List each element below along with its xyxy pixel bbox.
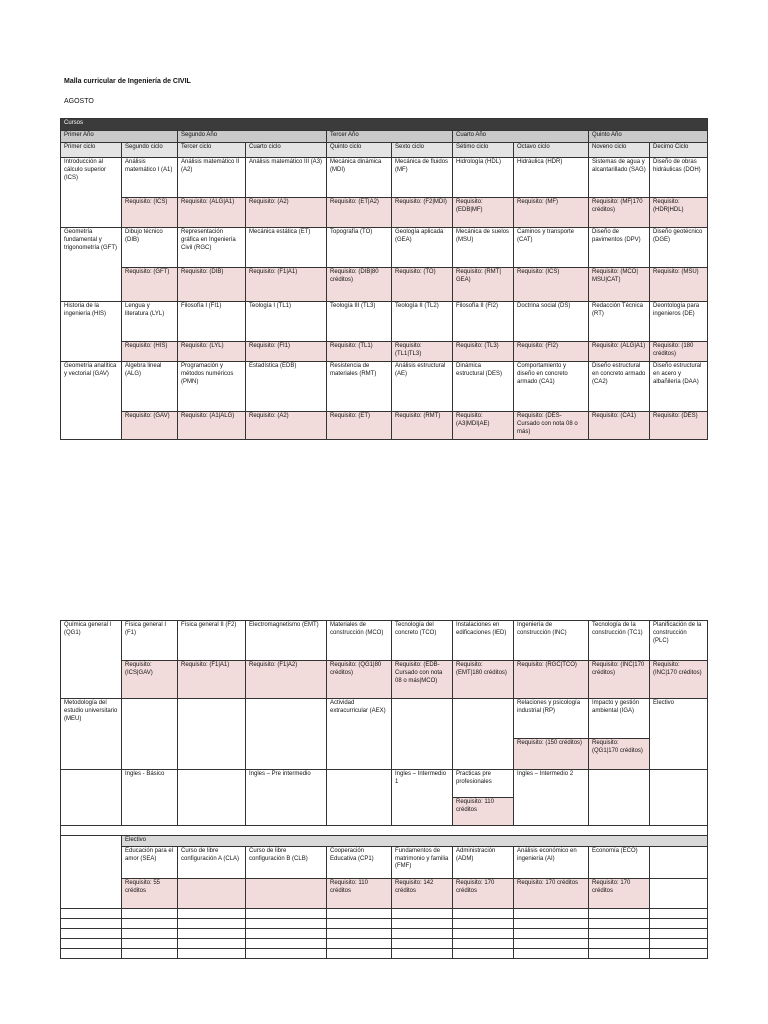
requirement-cell: Requisito: (180 créditos) <box>650 342 708 362</box>
cycle-header: Cuarto ciclo <box>246 143 327 158</box>
course-cell: Geometría fundamental y trigonometría (GFT) <box>61 228 122 302</box>
course-cell: Planificación de la construcción (PLC) <box>650 621 708 661</box>
cycle-header: Sexto ciclo <box>392 143 453 158</box>
cycle-header: Octavo ciclo <box>514 143 589 158</box>
course-cell: Química general I (QG1) <box>61 621 122 699</box>
empty-cell <box>589 770 650 826</box>
cycle-header: Sétimo ciclo <box>453 143 514 158</box>
requirement-cell: Requisito: (INC|170 créditos) <box>650 661 708 699</box>
course-cell: Ingles – Pre intermedio <box>246 770 327 826</box>
course-cell: Análisis matemático II (A2) <box>178 158 246 198</box>
course-cell: Ingles – Intermedio 2 <box>514 770 589 826</box>
requirement-cell: Requisito: (TL3) <box>453 342 514 362</box>
course-cell: Sistemas de agua y alcantarillado (SAG) <box>589 158 650 198</box>
year-header: Primer Año <box>61 131 178 143</box>
requirement-cell: Requisito: (EDB|MF) <box>453 198 514 228</box>
requirement-cell: Requisito: (DIB) <box>178 268 246 302</box>
requirement-cell: Requisito: (QG1|170 créditos) <box>589 739 650 770</box>
requirement-cell <box>178 878 246 908</box>
requirement-cell: Requisito: (F1|A1) <box>246 268 327 302</box>
cycle-header: Tercer ciclo <box>178 143 246 158</box>
course-cell: Filosofía I (FI1) <box>178 302 246 342</box>
course-cell: Mecánica de fluidos (MF) <box>392 158 453 198</box>
course-cell: Relaciones y psicología industrial (RP) <box>514 699 589 739</box>
requirement-cell: Requisito: (F2|MDI) <box>392 198 453 228</box>
course-cell: Análisis matemático III (A3) <box>246 158 327 198</box>
course-cell: Física general I (F1) <box>122 621 178 661</box>
empty-cell <box>178 699 246 770</box>
course-cell: Topografía (TO) <box>327 228 392 268</box>
course-cell: Instalaciones en edificaciones (IED) <box>453 621 514 661</box>
empty-cell <box>392 699 453 770</box>
course-cell: Tecnología del concreto (TCO) <box>392 621 453 661</box>
requirement-cell: Requisito: (DES- Cursado con nota 08 o más) <box>514 412 589 440</box>
requirement-cell: Requisito: (HDR|HDL) <box>650 198 708 228</box>
course-cell: Física general II (F2) <box>178 621 246 661</box>
requirement-cell: Requisito: (EMT|180 créditos) <box>453 661 514 699</box>
requirement-cell: Requisito: (A2) <box>246 412 327 440</box>
course-cell: Hidráulica (HDR) <box>514 158 589 198</box>
empty-cell <box>61 836 122 909</box>
requirement-cell: Requisito: (FI1) <box>246 342 327 362</box>
course-cell: Deontología para ingenieros (DE) <box>650 302 708 342</box>
course-cell: Diseño de pavimentos (DPV) <box>589 228 650 268</box>
requirement-cell: Requisito: (DIB|80 créditos) <box>327 268 392 302</box>
course-cell: Hidrología (HDL) <box>453 158 514 198</box>
requirement-cell: Requisito: (TL1) <box>327 342 392 362</box>
table-caption: Cursos <box>61 119 708 131</box>
requirement-cell: Requisito: (ICS|GAV) <box>122 661 178 699</box>
course-cell: Electivo <box>650 699 708 770</box>
empty-cell <box>246 699 327 770</box>
requirement-cell: Requisito: (LYL) <box>178 342 246 362</box>
requirement-cell: Requisito: (DES) <box>650 412 708 440</box>
requirement-cell: Requisito: (RMT) <box>392 412 453 440</box>
course-cell: Álgebra lineal (ALG) <box>122 362 178 412</box>
empty-cell <box>178 770 246 826</box>
requirement-cell: Requisito: (MCO| MSU|CAT) <box>589 268 650 302</box>
course-cell: Economía (ECO) <box>589 846 650 878</box>
course-cell: Teología III (TL3) <box>327 302 392 342</box>
course-cell: Practicas pre profesionales <box>453 770 514 798</box>
empty-cell <box>650 770 708 826</box>
requirement-cell: Requisito: (150 créditos) <box>514 739 589 770</box>
requirement-cell: Requisito: (CA1) <box>589 412 650 440</box>
requirement-cell: Requisito: 142 créditos <box>392 878 453 908</box>
requirement-cell: Requisito: (ALG|A1) <box>178 198 246 228</box>
requirement-cell: Requisito: (ALG|A1) <box>589 342 650 362</box>
course-cell: Introducción al cálculo superior (ICS) <box>61 158 122 228</box>
course-cell: Mecánica de suelos (MSU) <box>453 228 514 268</box>
requirement-cell: Requisito: (MF|170 créditos) <box>589 198 650 228</box>
course-cell: Programación y métodos numéricos (PMN) <box>178 362 246 412</box>
empty-cell <box>61 770 122 826</box>
course-cell: Curso de libre configuración A (CLA) <box>178 846 246 878</box>
year-header: Quinto Año <box>589 131 708 143</box>
requirement-cell: Requisito: (EDB- Cursado con nota 08 o más|MCO) <box>392 661 453 699</box>
course-cell: Comportamiento y diseño en concreto armado (CA1) <box>514 362 589 412</box>
empty-cell <box>650 846 708 878</box>
course-cell: Análisis económico en ingeniería (AI) <box>514 846 589 878</box>
course-cell: Análisis matemático I (A1) <box>122 158 178 198</box>
course-cell: Resistencia de materiales (RMT) <box>327 362 392 412</box>
requirement-cell: Requisito: (F1|A1) <box>178 661 246 699</box>
course-cell: Dinámica estructural (DES) <box>453 362 514 412</box>
document-title: Malla curricular de Ingeniería de CIVIL <box>64 78 191 85</box>
course-cell: Ingeniería de construcción (INC) <box>514 621 589 661</box>
document-subtitle: AGOSTO <box>64 98 94 105</box>
course-cell: Diseño de obras hidráulicas (DOH) <box>650 158 708 198</box>
curriculum-table-body <box>61 158 708 440</box>
empty-cell <box>122 699 178 770</box>
course-cell: Dibujo técnico (DIB) <box>122 228 178 268</box>
cycle-header: Noveno ciclo <box>589 143 650 158</box>
curriculum-table-continued <box>60 620 708 959</box>
course-cell: Historia de la ingeniería (HIS) <box>61 302 122 362</box>
requirement-cell: Requisito: (RMT| GEA) <box>453 268 514 302</box>
cycle-header: Decimo Ciclo <box>650 143 708 158</box>
course-cell: Administración (ADM) <box>453 846 514 878</box>
requirement-cell: Requisito: (TO) <box>392 268 453 302</box>
curriculum-table <box>60 118 708 440</box>
requirement-cell: Requisito: (INC|170 créditos) <box>589 661 650 699</box>
empty-row <box>61 826 708 836</box>
course-cell: Teología II (TL2) <box>392 302 453 342</box>
requirement-cell: Requisito: (QG1|80 créditos) <box>327 661 392 699</box>
requirement-cell: Requisito: (F1|A2) <box>246 661 327 699</box>
course-cell: Ingles – Intermedio 1 <box>392 770 453 826</box>
requirement-cell: Requisito: (A1|ALG) <box>178 412 246 440</box>
cycle-header: Primer ciclo <box>61 143 122 158</box>
course-cell: Doctrina social (DS) <box>514 302 589 342</box>
year-header: Tercer Año <box>327 131 453 143</box>
requirement-cell: Requisito: (GAV) <box>122 412 178 440</box>
requirement-cell: Requisito: 55 créditos <box>122 878 178 908</box>
course-cell: Cooperación Educativa (CP1) <box>327 846 392 878</box>
requirement-cell: Requisito: (ET|A2) <box>327 198 392 228</box>
course-cell: Materiales de construcción (MCO) <box>327 621 392 661</box>
course-cell: Caminos y transporte (CAT) <box>514 228 589 268</box>
course-cell: Fundamentos de matrimonio y familia (FMF) <box>392 846 453 878</box>
course-cell: Redacción Técnica (RT) <box>589 302 650 342</box>
requirement-cell: Requisito: 170 créditos <box>514 878 589 908</box>
requirement-cell: Requisito: (RGC|TCO) <box>514 661 589 699</box>
course-cell: Geometría analítica y vectorial (GAV) <box>61 362 122 440</box>
requirement-cell: Requisito: (ET) <box>327 412 392 440</box>
requirement-cell: Requisito: (TL1|TL3) <box>392 342 453 362</box>
requirement-cell: Requisito: (ICS) <box>122 198 178 228</box>
course-cell: Tecnología de la construcción (TC1) <box>589 621 650 661</box>
empty-cell <box>650 878 708 908</box>
course-cell: Diseño estructural en concreto armado (CA2) <box>589 362 650 412</box>
course-cell: Impacto y gestión ambiental (IGA) <box>589 699 650 739</box>
requirement-cell: Requisito: (HIS) <box>122 342 178 362</box>
requirement-cell: Requisito: 110 créditos <box>327 878 392 908</box>
requirement-cell: Requisito: (A2) <box>246 198 327 228</box>
course-cell: Mecánica dinámica (MDI) <box>327 158 392 198</box>
course-cell: Estadística (EDB) <box>246 362 327 412</box>
course-cell: Metodología del estudio universitario (MEU) <box>61 699 122 770</box>
course-cell: Curso de libre configuración B (CLB) <box>246 846 327 878</box>
course-cell: Mecánica estática (ET) <box>246 228 327 268</box>
course-cell: Geología aplicada (GEA) <box>392 228 453 268</box>
course-cell: Actividad extracurricular (AEX) <box>327 699 392 770</box>
course-cell: Análisis estructural (AE) <box>392 362 453 412</box>
requirement-cell: Requisito: 170 créditos <box>589 878 650 908</box>
requirement-cell: Requisito: (MSU) <box>650 268 708 302</box>
course-cell: Filosofía II (FI2) <box>453 302 514 342</box>
requirement-cell: Requisito: (A3|MDI|AE) <box>453 412 514 440</box>
course-cell: Lengua y literatura (LYL) <box>122 302 178 342</box>
requirement-cell: Requisito: (MF) <box>514 198 589 228</box>
cycle-header: Segundo ciclo <box>122 143 178 158</box>
cycle-header: Quinto ciclo <box>327 143 392 158</box>
section-label: Electivo <box>122 836 708 847</box>
requirement-cell: Requisito: (ICS) <box>514 268 589 302</box>
year-header: Cuarto Año <box>453 131 589 143</box>
course-cell: Ingles - Básico <box>122 770 178 826</box>
requirement-cell <box>246 878 327 908</box>
requirement-cell: Requisito: 170 créditos <box>453 878 514 908</box>
year-header: Segundo Año <box>178 131 327 143</box>
course-cell: Diseño estructural en acero y albañilería (DAA) <box>650 362 708 412</box>
requirement-cell: Requisito: 110 créditos <box>453 798 514 826</box>
course-cell: Electromagnetismo (EMT) <box>246 621 327 661</box>
requirement-cell: Requisito: (GFT) <box>122 268 178 302</box>
course-cell: Educación para el amor (SEA) <box>122 846 178 878</box>
empty-cell <box>453 699 514 770</box>
empty-cell <box>327 770 392 826</box>
course-cell: Teología I (TL1) <box>246 302 327 342</box>
course-cell: Representación gráfica en Ingeniería Civil (RGC) <box>178 228 246 268</box>
course-cell: Diseño geotécnico (DGE) <box>650 228 708 268</box>
requirement-cell: Requisito: (FI2) <box>514 342 589 362</box>
